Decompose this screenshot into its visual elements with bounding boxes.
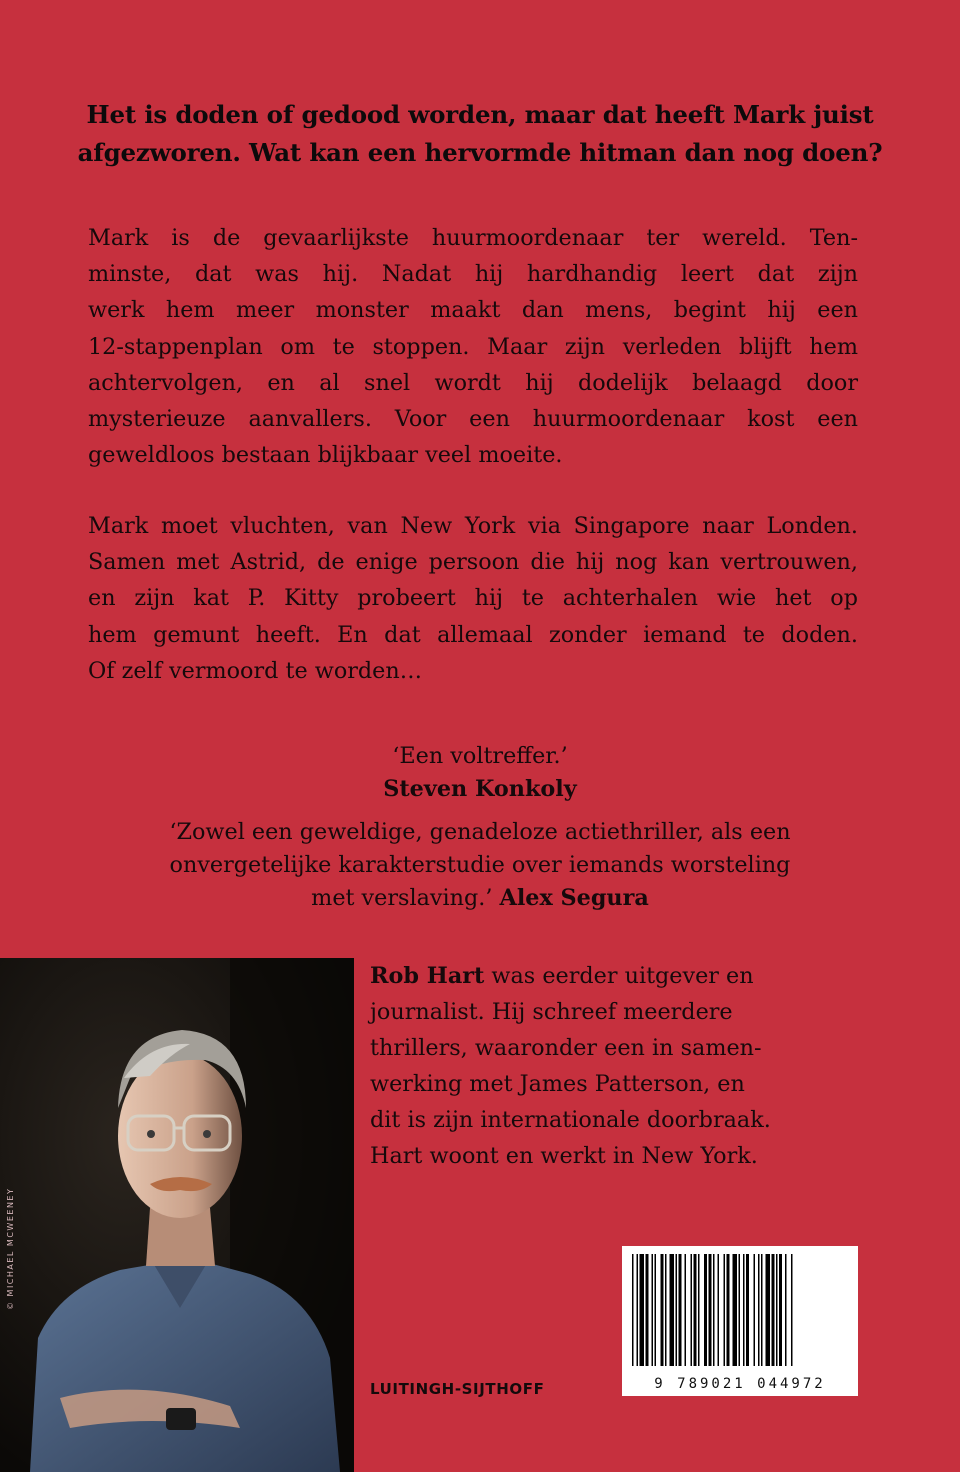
barcode-bar [698, 1254, 700, 1366]
barcode-bar [704, 1254, 707, 1366]
barcode-bar [691, 1254, 693, 1366]
barcode-bar [785, 1254, 787, 1366]
barcode-bar [655, 1254, 657, 1366]
author-bio-line [370, 958, 870, 994]
blurb-line: Mark is de gevaarlijkste huurmoordenaar ter wereld. Ten- [88, 225, 858, 251]
photo-credit: © MICHAEL MCWEENEY [6, 1187, 15, 1310]
author-bio-line: dit is zijn internationale doorbraak. [370, 1107, 771, 1133]
review-quote-1 [60, 740, 900, 806]
blurb-line: werk hem meer monster maakt dan mens, begint hij een [88, 297, 858, 324]
tagline [60, 96, 900, 172]
quote-text-end: met verslaving.’ [311, 885, 493, 911]
barcode-bar [646, 1254, 649, 1366]
blurb-paragraph-1 [88, 220, 858, 473]
barcode-bar [661, 1254, 664, 1366]
blurb-line: mysterieuze aanvallers. Voor een huurmoordenaar kost een [88, 406, 858, 433]
blurb-line: 12-stappenplan om te stoppen. Maar zijn verleden blijft hem [88, 333, 858, 360]
blurb-line: achtervolgen, en al snel wordt hij dodelijk belaagd door [88, 369, 858, 396]
barcode-bar [632, 1254, 634, 1366]
barcode-bar [670, 1254, 675, 1366]
barcode-bar [746, 1254, 749, 1366]
author-bio-line: journalist. Hij schreef meerdere [370, 999, 733, 1025]
barcode-bar [754, 1254, 756, 1366]
quote-text [60, 882, 900, 915]
quote-text: onvergetelijke karakterstudie over iemands worsteling [169, 852, 791, 878]
barcode-bar [652, 1254, 654, 1366]
author-bio-line: thrillers, waaronder een in samen- [370, 1035, 762, 1061]
publisher-logo: LUITINGH-SIJTHOFF [370, 1380, 545, 1398]
barcode-bar [640, 1254, 645, 1366]
barcode-digits: 9 789021 044972 [654, 1376, 826, 1392]
author-bio-line: werking met James Patterson, en [370, 1071, 745, 1097]
barcode-bar [724, 1254, 726, 1366]
author-bio-text: was eerder uitgever en [484, 963, 754, 989]
quote-author: Steven Konkoly [383, 776, 577, 802]
quote-author: Alex Segura [499, 885, 649, 911]
barcode-bar [679, 1254, 682, 1366]
barcode-bar [713, 1254, 715, 1366]
barcode-bar [758, 1254, 760, 1366]
barcode-bar [676, 1254, 678, 1366]
barcode-bar [776, 1254, 778, 1366]
barcode [622, 1246, 858, 1396]
barcode-bar [739, 1254, 741, 1366]
blurb-line: Samen met Astrid, de enige persoon die hij nog kan vertrouwen, [88, 549, 858, 576]
blurb-line: Of zelf vermoord te worden… [88, 657, 423, 684]
author-bio [370, 958, 870, 1174]
quote-text: ‘Zowel een geweldige, genadeloze actiethriller, als een [169, 819, 791, 845]
barcode-bar [718, 1254, 720, 1366]
barcode-bars [622, 1246, 858, 1370]
author-bio-line: Hart woont en werkt in New York. [370, 1143, 758, 1169]
barcode-bar [761, 1254, 763, 1366]
barcode-bar [665, 1254, 667, 1366]
barcode-bar [766, 1254, 771, 1366]
blurb-paragraph-2 [88, 508, 858, 689]
blurb-line: minste, dat was hij. Nadat hij hardhandig leert dat zijn [88, 261, 858, 288]
barcode-bar [733, 1254, 738, 1366]
barcode-bar [685, 1254, 687, 1366]
blurb-line: hem gemunt heeft. En dat allemaal zonder iemand te doden. [88, 621, 858, 648]
blurb-line: Mark moet vluchten, van New York via Singapore naar Londen. [88, 513, 858, 539]
barcode-bar [709, 1254, 712, 1366]
barcode-bar [727, 1254, 730, 1366]
barcode-bar [694, 1254, 697, 1366]
barcode-bar [791, 1254, 793, 1366]
review-quote-2 [60, 816, 900, 915]
tagline-line: afgezworen. Wat kan een hervormde hitman dan nog doen? [77, 138, 883, 167]
author-name: Rob Hart [370, 963, 485, 989]
tagline-line: Het is doden of gedood worden, maar dat heeft Mark juist [86, 100, 874, 129]
author-portrait-illustration [0, 958, 354, 1472]
barcode-bar [772, 1254, 775, 1366]
author-photo [0, 958, 354, 1472]
quote-text: ‘Een voltreffer.’ [392, 743, 568, 769]
barcode-bar [779, 1254, 782, 1366]
blurb-line: en zijn kat P. Kitty probeert hij te achterhalen wie het op [88, 585, 858, 612]
blurb-line: geweldloos bestaan blijkbaar veel moeite. [88, 442, 563, 469]
barcode-bar [743, 1254, 745, 1366]
barcode-bar [637, 1254, 639, 1366]
